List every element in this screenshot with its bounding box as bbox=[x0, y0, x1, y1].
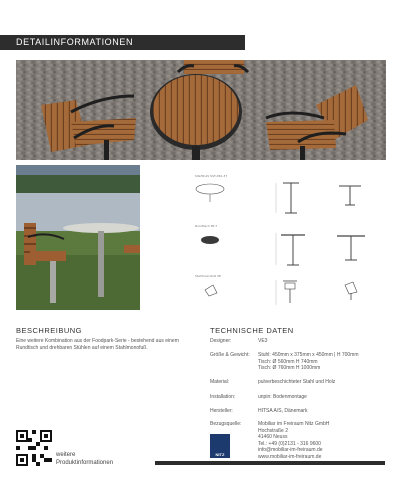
footer-bar bbox=[155, 461, 385, 465]
spec-label-designer: Designer: bbox=[210, 338, 232, 344]
specs-title: TECHNISCHE DATEN bbox=[210, 326, 294, 335]
page-title: DETAILINFORMATIONEN bbox=[16, 37, 134, 47]
header-bar bbox=[0, 35, 245, 50]
product-info-link[interactable]: weitere Produktinformationen bbox=[56, 452, 114, 466]
nitz-logo: NITZ bbox=[210, 434, 230, 458]
spec-label-size: Größe & Gewicht: bbox=[210, 352, 250, 358]
spec-value-material: pulverbeschichteter Stahl und Holz bbox=[258, 379, 336, 385]
spec-value-installation: unpin: Bodenmontage bbox=[258, 394, 307, 400]
qr-code-icon[interactable] bbox=[16, 430, 52, 466]
drawing-label-chair: Sitz/Stuhl SST-450-37 bbox=[195, 174, 228, 178]
drawing-label-table: Rundtisch RT-7 bbox=[195, 224, 218, 228]
spec-value-size: Stuhl: 450mm x 375mm x 450mm | H 700mm Tisch: Ø 560mm H 740mm Tisch: Ø 760mm H 1000mm bbox=[258, 352, 359, 371]
spec-value-source: Mobiliar im Freiraum Nitz GmbH Hochstraße 2 41460 Neuss Tel.: +49 (0)2131 - 316 9600 info@mobiliar-im-freiraum.de www.mobiliar-im-freiraum.de bbox=[258, 421, 330, 460]
product-photo-main bbox=[16, 60, 386, 160]
product-photo-lakeside bbox=[16, 165, 140, 310]
description-title: BESCHREIBUNG bbox=[16, 326, 83, 335]
spec-label-source: Bezugsquelle: bbox=[210, 421, 242, 427]
spec-value-manufacturer: HITSA A/S, Dänemark bbox=[258, 408, 308, 414]
drawing-label-base: Stahlmonofuß VE bbox=[195, 274, 221, 278]
spec-label-material: Material: bbox=[210, 379, 230, 385]
technical-drawings bbox=[145, 165, 386, 310]
spec-label-manufacturer: Hersteller: bbox=[210, 408, 233, 414]
spec-value-designer: VE3 bbox=[258, 338, 268, 344]
description-text: Eine weitere Kombination aus der Foodpark-Serie - bestehend aus einem Rundtisch und drehbaren Stühlen auf einem Stahlmonofuß. bbox=[16, 338, 179, 351]
spec-label-installation: Installation: bbox=[210, 394, 236, 400]
